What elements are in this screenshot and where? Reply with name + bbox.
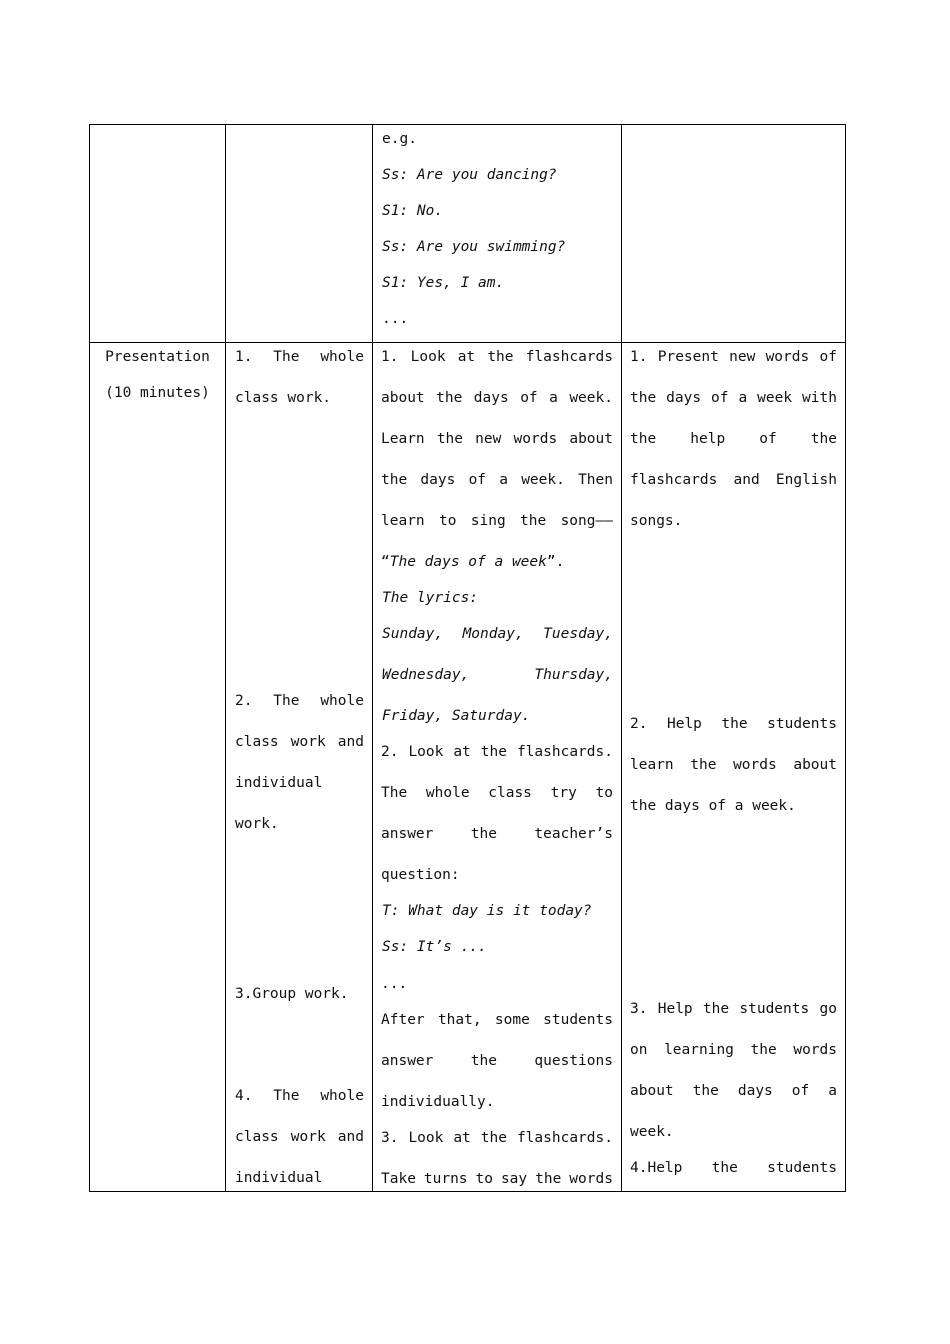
org-line: 2. The whole (235, 693, 364, 709)
activity-line: 1. Look at the flashcards (381, 349, 613, 365)
purpose-line: 3. Help the students go (630, 1001, 837, 1017)
purpose-line: the days of a week with (630, 390, 837, 406)
activity-line: 3. Look at the flashcards. (381, 1130, 613, 1146)
org-line: class work and (235, 1129, 364, 1145)
dialogue-line: Ss: Are you dancing? (382, 167, 557, 183)
purpose-line: learn the words about (630, 757, 837, 773)
activity-line: The whole class try to (381, 785, 613, 801)
stage-duration: (10 minutes) (105, 385, 210, 401)
lyrics-line: Sunday, Monday, Tuesday, (382, 626, 613, 642)
column-divider (225, 125, 226, 1191)
lesson-plan-table (89, 124, 846, 1192)
activity-line: 2. Look at the flashcards. (381, 744, 613, 760)
activity-line: answer the questions (381, 1053, 613, 1069)
ellipsis: ... (381, 976, 408, 992)
song-title-line (381, 553, 564, 571)
activity-line: about the days of a week. (381, 390, 613, 406)
row-divider (90, 342, 845, 343)
activity-line: answer the teacher’s (381, 826, 613, 842)
dialogue-line: S1: No. (382, 203, 444, 219)
org-line: work. (235, 816, 279, 832)
lyrics-label: The lyrics: (382, 590, 479, 606)
column-divider (621, 125, 622, 1191)
purpose-line: 2. Help the students (630, 716, 837, 732)
activity-line: After that, some students (381, 1012, 613, 1028)
activity-line: the days of a week. Then (381, 472, 613, 488)
purpose-line: on learning the words (630, 1042, 837, 1058)
org-line: 4. The whole (235, 1088, 364, 1104)
activity-line: learn to sing the song—— (381, 513, 613, 529)
org-line: class work. (235, 390, 332, 406)
org-line: individual (235, 1170, 323, 1186)
song-title: The days of a week (389, 554, 547, 570)
quote-open: “ (381, 554, 390, 570)
lyrics-line: Friday, Saturday. (382, 708, 531, 724)
activity-line: Take turns to say the words (381, 1171, 613, 1187)
dialogue-line: Ss: Are you swimming? (382, 239, 566, 255)
dialogue-line: S1: Yes, I am. (382, 275, 505, 291)
purpose-line: 1. Present new words of (630, 349, 837, 365)
column-divider (372, 125, 373, 1191)
purpose-line: week. (630, 1124, 674, 1140)
lyrics-line: Wednesday, Thursday, (382, 667, 613, 683)
purpose-line: the help of the (630, 431, 837, 447)
purpose-line: 4.Help the students (630, 1160, 837, 1176)
dialogue-line: Ss: It’s ... (382, 939, 487, 955)
example-label: e.g. (382, 131, 417, 147)
purpose-line: flashcards and English (630, 472, 837, 488)
activity-line: question: (381, 867, 460, 883)
stage-title: Presentation (105, 349, 210, 365)
dialogue-line: T: What day is it today? (382, 903, 592, 919)
ellipsis: ... (382, 311, 409, 327)
purpose-line: about the days of a (630, 1083, 837, 1099)
org-line: individual (235, 775, 323, 791)
purpose-line: songs. (630, 513, 683, 529)
activity-line: Learn the new words about (381, 431, 613, 447)
org-line: class work and (235, 734, 364, 750)
purpose-line: the days of a week. (630, 798, 796, 814)
quote-close: ”. (546, 554, 565, 570)
activity-line: individually. (381, 1094, 495, 1110)
org-line: 1. The whole (235, 349, 364, 365)
org-line: 3.Group work. (235, 986, 349, 1002)
